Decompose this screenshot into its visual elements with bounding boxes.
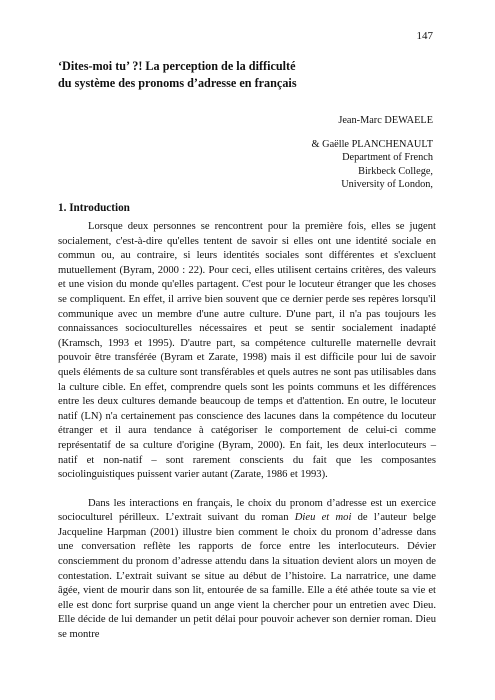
author-name-1: Jean-Marc DEWAELE (338, 115, 433, 126)
article-title (58, 58, 438, 92)
author-university: University of London, (341, 179, 433, 190)
section-heading: 1. Introduction (58, 202, 130, 214)
paragraph-2-part-2: de l’auteur belge Jacqueline Harpman (2001) illustre bien comment le choix du pronom d’adresse dans une conversation reflète les rapports de force entre les interlocuteurs. Dévier consciemment du pronom d’adresse attendu dans la situation devient alors un moyen de contestation. L’extrait suivant se situe au début de l’histoire. La narratrice, une dame âgée, vient de mourir dans son lit, entourée de sa famille. Elle a été athée toute sa vie et elle est donc fort surprise quand un ange vient la chercher pour un entretien avec Dieu. Elle décide de lui demander un petit délai pour pouvoir achever son dernier roman. Dieu se montre (58, 512, 436, 641)
author-block (312, 114, 433, 192)
paragraph-2 (58, 497, 436, 643)
title-line-1: ‘Dites-moi tu’ ?! La perception de la difficulté (58, 59, 296, 73)
author-name-2: & Gaëlle PLANCHENAULT (311, 138, 433, 150)
book-title: Dieu et moi (294, 512, 352, 524)
body-text (58, 220, 436, 643)
author-college: Birkbeck College, (358, 165, 433, 177)
author-department: Department of French (342, 152, 433, 163)
paragraph-1: Lorsque deux personnes se rencontrent pour la première fois, elles se jugent socialement, c'est-à-dire qu'elles tentent de savoir si elles ont une identité sociale en commun ou, au contraire, si leurs identités sociales sont différentes et s'excluent mutuellement (Byram, 2000 : 22). Pour ceci, elles utilisent certains critères, des valeurs et une vision du monde qu'elles partagent. C'est pour le locuteur étranger que les choses se compliquent. En effet, il arrive bien souvent que ce dernier perde ses repères lorsqu'il communique avec un membre d'une autre culture. D'une part, il n'a pas toujours les connaissances socioculturelles nécessaires et peut se sentir socialement inadapté (Kramsch, 1993 et 1995). D'autre part, sa compétence culturelle maternelle devrait pouvoir être transférée (Byram et Zarate, 1998) mais il est difficile pour lui de savoir quels éléments de sa culture sont transférables et quels autres ne sont pas utilisables dans la culture cible. En effet, comprendre quels sont les points communs et les différences entre les deux cultures demande beaucoup de temps et d'attention. En outre, le locuteur natif (LN) n'a certainement pas conscience des lacunes dans la compétence du locuteur étranger et il aura tendance à catégoriser le comportement de celui-ci comme représentatif de sa culture d'origine (Byram, 2000). En fait, les deux interlocuteurs – natif et non-natif – sont rarement conscients du fait que les composantes sociolinguistiques puissent varier autant (Zarate, 1986 et 1993). (58, 221, 436, 481)
paragraph-2-part-1: Dans les interactions en français, le choix du pronom d’adresse est un exercice socioculturel périlleux. L’extrait suivant du roman (58, 497, 436, 524)
title-line-2: du système des pronoms d’adresse en français (58, 76, 297, 90)
page-number: 147 (416, 30, 433, 42)
